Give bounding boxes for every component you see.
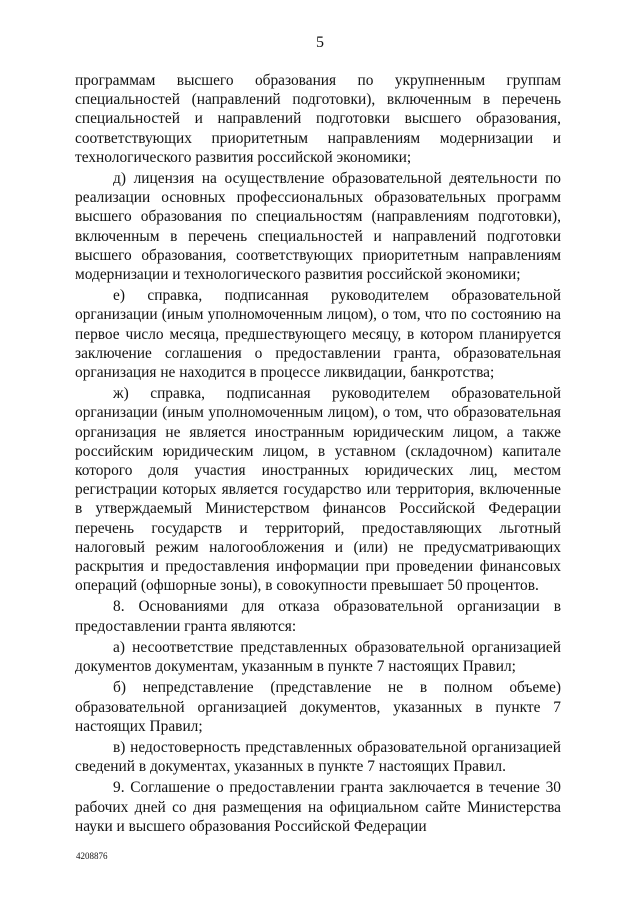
- paragraph-item-a: а) несоответствие представленных образовательной организацией документов документам, указанным в пункте 7 настоящих Правил;: [75, 638, 561, 676]
- paragraph-item-b: б) непредставление (представление не в полном объеме) образовательной организацией документов, указанных в пункте 7 настоящих Правил;: [75, 679, 561, 735]
- document-code: 4208876: [76, 851, 108, 861]
- paragraph-item-v: в) недостоверность представленных образовательной организацией сведений в документах, указанных в пункте 7 настоящих Правил.: [75, 738, 561, 776]
- page-number: 5: [316, 34, 324, 51]
- paragraph-item-e: е) справка, подписанная руководителем образовательной организации (иным уполномоченным лицом), о том, что по состоянию на первое число месяца, предшествующего месяцу, в котором планируется заключение соглашения о предоставлении гранта, образовательная организация не находится в процессе ликвидации, банкротства;: [75, 287, 561, 382]
- document-body: [75, 71, 561, 836]
- paragraph-section-8: 8. Основаниями для отказа образовательной организации в предоставлении гранта являются:: [75, 598, 561, 635]
- paragraph-item-d: д) лицензия на осуществление образовательной деятельности по реализации основных профессиональных образовательных программ высшего образования по специальностям (направлениям подготовки), включенным в перечень специальностей и направлений подготовки высшего образования, соответствующих приоритетным направлениям модернизации и технологического развития российской экономики;: [75, 170, 561, 284]
- paragraph-continuation: программам высшего образования по укрупненным группам специальностей (направлений подготовки), включенным в перечень специальностей и направлений подготовки высшего образования, соответствующих приоритетным направлениям модернизации и технологического развития российской экономики;: [75, 72, 561, 166]
- paragraph-section-9: 9. Соглашение о предоставлении гранта заключается в течение 30 рабочих дней со дня размещения на официальном сайте Министерства науки и высшего образования Российской Федерации: [75, 779, 561, 835]
- paragraph-item-zh: ж) справка, подписанная руководителем образовательной организации (иным уполномоченным лицом), о том, что образовательная организация не является иностранным юридическим лицом, а также российским юридическим лицом, в уставном (складочном) капитале которого доля участия иностранных юридических лиц, местом регистрации которых является государство или территория, включенные в утверждаемый Министерством финансов Российской Федерации перечень государств и территорий, предоставляющих льготный налоговый режим налогообложения и (или) не предусматривающих раскрытия и предоставления информации при проведении финансовых операций (офшорные зоны), в совокупности превышает 50 процентов.: [75, 385, 561, 595]
